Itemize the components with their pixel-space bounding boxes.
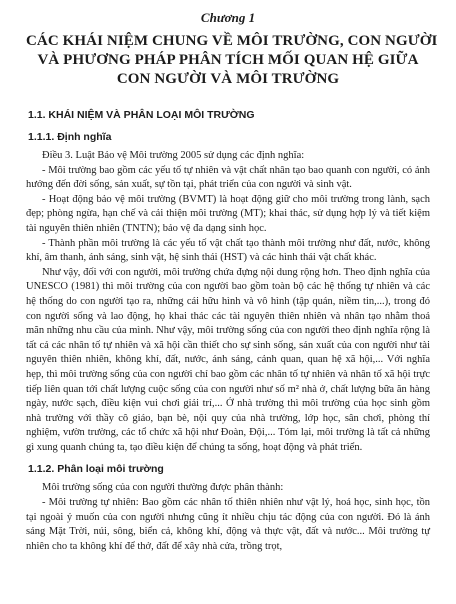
chapter-title-line: VÀ PHƯƠNG PHÁP PHÂN TÍCH MỐI QUAN HỆ GIỮA bbox=[37, 52, 419, 68]
subsection-heading-1-1-2: 1.1.2. Phân loại môi trường bbox=[28, 463, 164, 476]
chapter-label: Chương 1 bbox=[200, 10, 256, 25]
paragraph: - Hoạt động bảo vệ môi trường (BVMT) là hoạt động giữ cho môi trường trong lành, sạch đẹp; phòng ngừa, hạn chế và cải thiện môi trường (MT); khai thác, sử dụng hợp lý và tiết kiệm tài nguyên thiên nhiên (TNTN); bảo vệ đa dạng sinh học. bbox=[26, 193, 430, 234]
chapter-title-line: CÁC KHÁI NIỆM CHUNG VỀ MÔI TRƯỜNG, CON NGƯỜI bbox=[26, 33, 438, 49]
paragraph: Như vậy, đối với con người, môi trường chứa đựng nội dung rộng hơn. Theo định nghĩa của UNESCO (1981) thì môi trường của con người bao gồm toàn bộ các hệ thống tự nhiên và các hệ thống do con người tạo ra, những cái hữu hình và vô hình (tập quán, niềm tin,...), trong đó con người sống và lao động, họ khai thác các tài nguyên thiên nhiên và nhân tạo nhằm thoả mãn những nhu cầu của mình. Như vậy, môi trường sống của con người theo định nghĩa rộng là tất cả các nhân tố tự nhiên và xã hội cần thiết cho sự sinh sống, sản xuất của con người như tài nguyên thiên nhiên, không khí, đất, nước, ánh sáng, cảnh quan, quan hệ xã hội,... Với nghĩa hẹp, thì môi trường sống của con người chỉ bao gồm các nhân tố tự nhiên và nhân tố xã hội trực tiếp liên quan tới chất lượng cuộc sống của con người như số m² nhà ở, chất lượng bữa ăn hàng ngày, nước sạch, điều kiện vui chơi giải trí,... Ở nhà trường thì môi trường của học sinh gồm nhà trường với thầy cô giáo, bạn bè, nội quy của nhà trường, lớp học, sân chơi, phòng thí nghiệm, vườn trường, các tổ chức xã hội như Đoàn, Đội,... Tóm lại, môi trường là tất cả những gì xung quanh chúng ta, tạo điều kiện để chúng ta sống, hoạt động và phát triển. bbox=[26, 266, 430, 453]
section-heading-1-1: 1.1. KHÁI NIỆM VÀ PHÂN LOẠI MÔI TRƯỜNG bbox=[28, 109, 255, 121]
subsection-heading-1-1-1: 1.1.1. Định nghĩa bbox=[28, 131, 112, 143]
section-gap bbox=[26, 455, 430, 463]
paragraph: - Môi trường bao gồm các yếu tố tự nhiên và vật chất nhân tạo bao quanh con người, có ảnh hưởng đến đời sống, sản xuất, sự tồn tại, phát triển của con người và sinh vật. bbox=[26, 164, 430, 191]
chapter-title bbox=[26, 32, 438, 89]
paragraph: Môi trường sống của con người thường được phân thành: bbox=[42, 482, 284, 494]
paragraph: Điều 3. Luật Bảo vệ Môi trường 2005 sử dụng các định nghĩa: bbox=[42, 150, 305, 161]
chapter-title-line: CON NGƯỜI VÀ MÔI TRƯỜNG bbox=[116, 71, 340, 87]
paragraph: - Môi trường tự nhiên: Bao gồm các nhân tố thiên nhiên như vật lý, hoá học, sinh học, tồn tại ngoài ý muốn của con người nhưng cũng ít nhiều chịu tác động của con người. Đó là ánh sáng Mặt Trời, núi, sông, biển cả, không khí, động và thực vật, đất và nước... Môi trường tự nhiên cho ta không khí để thở, đất để xây nhà cửa, trồng trọt, bbox=[26, 497, 430, 552]
paragraph: - Thành phần môi trường là các yếu tố vật chất tạo thành môi trường như đất, nước, không khí, âm thanh, ánh sáng, sinh vật, hệ sinh thái (HST) và các hình thái vật chất khác. bbox=[26, 237, 430, 264]
